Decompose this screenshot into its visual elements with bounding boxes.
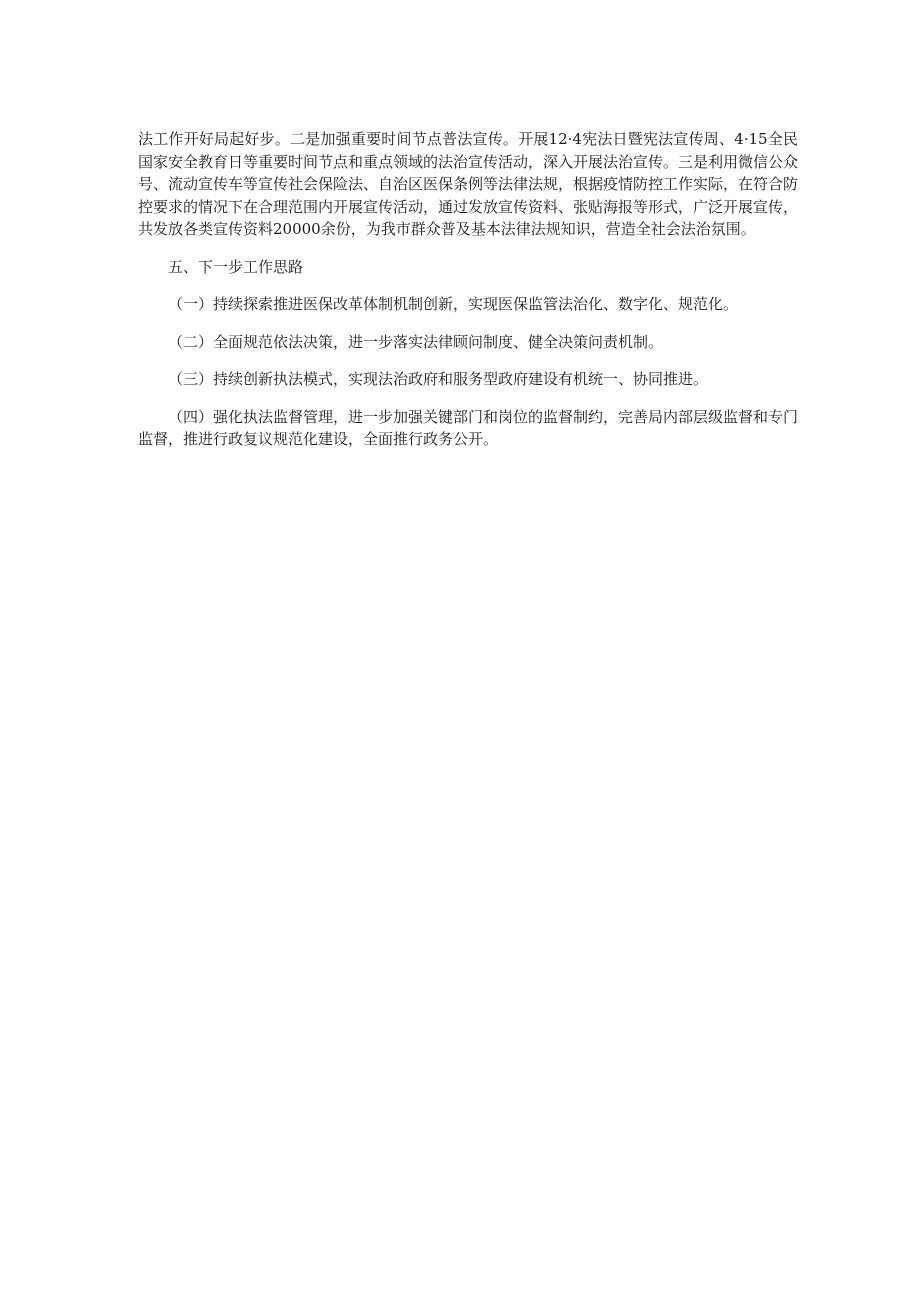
list-item-2: （二）全面规范依法决策，进一步落实法律顾问制度、健全决策问责机制。 <box>168 332 664 351</box>
document-body <box>138 128 798 451</box>
section-heading-next-steps: 五、下一步工作思路 <box>168 257 304 276</box>
paragraph-legal-publicity: 法工作开好局起好步。二是加强重要时间节点普法宣传。开展12·4宪法日暨宪法宣传周、4·15全民国家安全教育日等重要时间节点和重点领域的法治宣传活动，深入开展法治宣传。三是利用微信公众号、流动宣传车等宣传社会保险法、自治区医保条例等法律法规，根据疫情防控工作实际，在符合防控要求的情况下在合理范围内开展宣传活动，通过发放宣传资料、张贴海报等形式，广泛开展宣传，共发放各类宣传资料20000余份，为我市群众普及基本法律法规知识，营造全社会法治氛围。 <box>138 130 799 238</box>
list-item-3: （三）持续创新执法模式，实现法治政府和服务型政府建设有机统一、协同推进。 <box>168 370 709 388</box>
list-item-1: （一）持续探索推进医保改革体制机制创新，实现医保监管法治化、数字化、规范化。 <box>168 295 739 313</box>
list-item-4: （四）强化执法监督管理，进一步加强关键部门和岗位的监督制约，完善局内部层级监督和专门监督，推进行政复议规范化建设，全面推行政务公开。 <box>138 407 799 448</box>
